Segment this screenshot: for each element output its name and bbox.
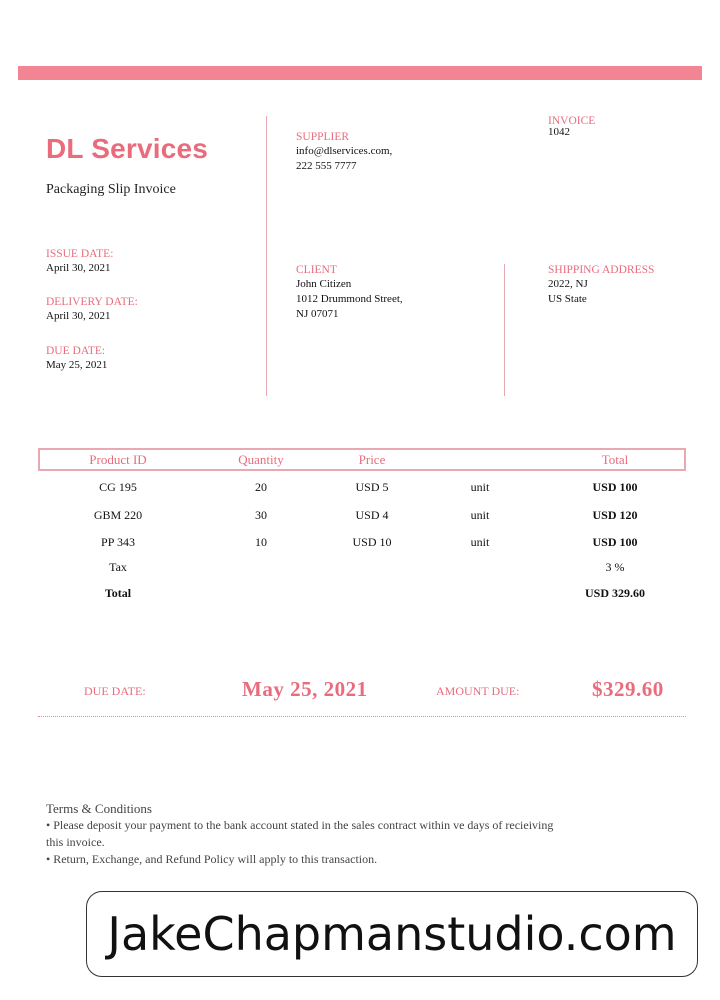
delivery-date-block bbox=[46, 296, 138, 324]
column-divider-left bbox=[266, 116, 267, 396]
cell-quantity: 20 bbox=[255, 480, 267, 494]
delivery-date-label: DELIVERY DATE: bbox=[46, 296, 138, 308]
cell-total: USD 100 bbox=[592, 480, 638, 494]
issue-date-label: ISSUE DATE: bbox=[46, 248, 114, 260]
invoice-number: 1042 bbox=[548, 126, 570, 138]
total-value: USD 329.60 bbox=[584, 586, 645, 600]
cell-unit: unit bbox=[470, 535, 490, 549]
shipping-block bbox=[548, 264, 654, 307]
summary-divider bbox=[38, 716, 686, 717]
due-date-value: May 25, 2021 bbox=[46, 359, 108, 371]
tax-value: 3 % bbox=[605, 560, 625, 574]
invoice-block bbox=[548, 115, 595, 140]
client-city: NJ 07071 bbox=[296, 308, 339, 320]
delivery-date-value: April 30, 2021 bbox=[46, 310, 111, 322]
client-block bbox=[296, 264, 403, 322]
document-subtitle: Packaging Slip Invoice bbox=[46, 182, 176, 197]
cell-price: USD 4 bbox=[355, 508, 389, 522]
supplier-email: info@dlservices.com, bbox=[296, 145, 393, 157]
cell-price: USD 10 bbox=[352, 535, 392, 549]
client-label: CLIENT bbox=[296, 264, 337, 276]
terms-line: • Return, Exchange, and Refund Policy will apply to this transaction. bbox=[46, 852, 378, 866]
header-total: Total bbox=[601, 452, 629, 467]
supplier-block bbox=[296, 131, 392, 174]
cell-unit: unit bbox=[470, 480, 490, 494]
cell-quantity: 30 bbox=[255, 508, 267, 522]
summary-due-value: May 25, 2021 bbox=[242, 677, 368, 701]
supplier-phone: 222 555 7777 bbox=[296, 160, 357, 172]
header-product-id: Product ID bbox=[89, 452, 147, 467]
column-divider-right bbox=[504, 264, 505, 396]
cell-product-id: GBM 220 bbox=[93, 508, 143, 522]
client-street: 1012 Drummond Street, bbox=[296, 293, 403, 305]
cell-product-id: CG 195 bbox=[99, 480, 137, 494]
supplier-label: SUPPLIER bbox=[296, 131, 350, 143]
top-accent-bar bbox=[18, 66, 702, 80]
company-name: DL Services bbox=[46, 133, 209, 164]
invoice-label: INVOICE bbox=[548, 115, 596, 127]
due-date-block bbox=[46, 345, 107, 373]
issue-date-value: April 30, 2021 bbox=[46, 262, 111, 274]
issue-date-block bbox=[46, 248, 113, 276]
summary-due-label: DUE DATE: bbox=[84, 684, 146, 698]
client-name: John Citizen bbox=[296, 278, 352, 290]
terms-title: Terms & Conditions bbox=[46, 801, 152, 816]
cell-price: USD 5 bbox=[355, 480, 389, 494]
shipping-label: SHIPPING ADDRESS bbox=[548, 264, 655, 276]
cell-product-id: PP 343 bbox=[101, 535, 135, 549]
tax-label: Tax bbox=[109, 560, 127, 574]
cell-unit: unit bbox=[470, 508, 490, 522]
due-date-label: DUE DATE: bbox=[46, 345, 106, 357]
cell-total: USD 100 bbox=[592, 535, 638, 549]
header-quantity: Quantity bbox=[238, 452, 284, 467]
cell-quantity: 10 bbox=[255, 535, 267, 549]
cell-total: USD 120 bbox=[592, 508, 638, 522]
summary-amount-label: AMOUNT DUE: bbox=[436, 684, 520, 698]
shipping-line1: 2022, NJ bbox=[548, 278, 588, 290]
terms-line: • Please deposit your payment to the bank account stated in the sales contract within ve days of recieiving bbox=[46, 818, 554, 832]
summary-amount-value: $329.60 bbox=[592, 677, 664, 701]
watermark-banner: JakeChapmanstudio.com bbox=[86, 891, 698, 977]
terms-line: this invoice. bbox=[46, 835, 105, 849]
terms-block bbox=[46, 800, 646, 868]
header-price: Price bbox=[358, 452, 386, 467]
shipping-line2: US State bbox=[548, 293, 587, 305]
total-label: Total bbox=[104, 586, 132, 600]
